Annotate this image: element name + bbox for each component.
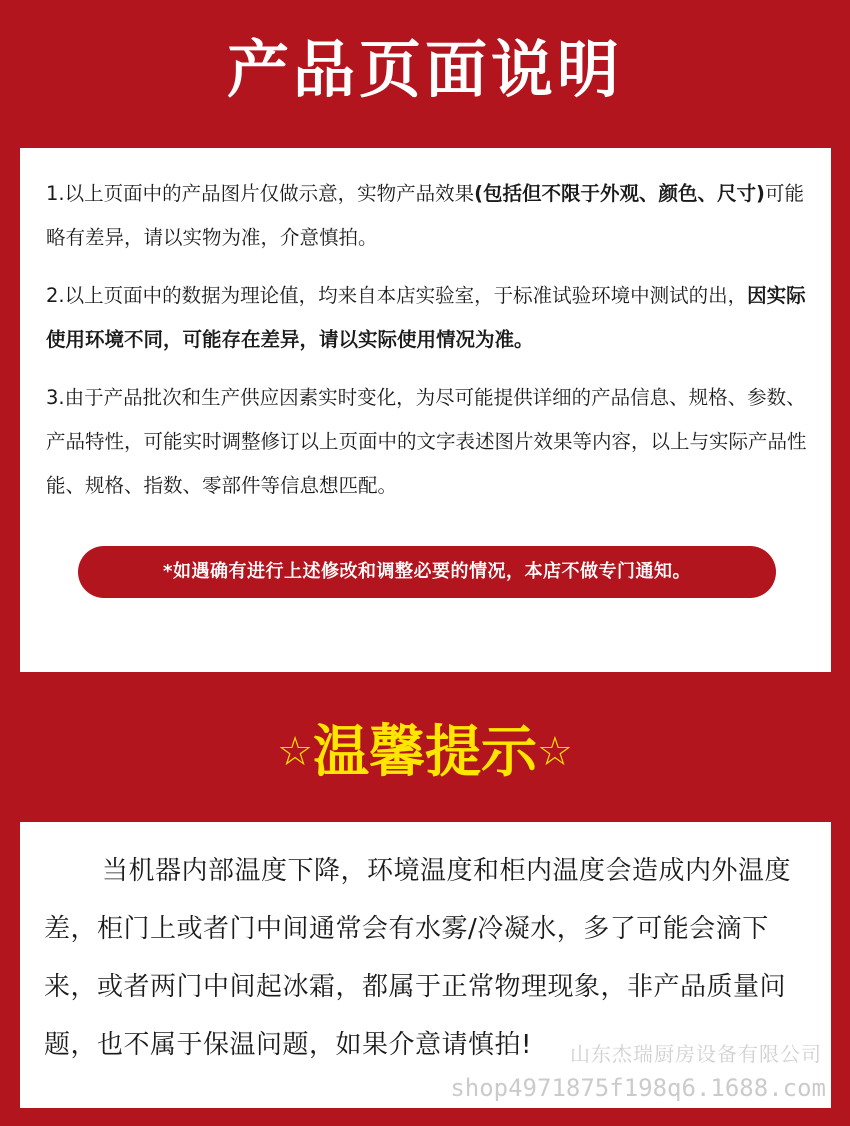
disclaimer-item-2	[46, 274, 821, 362]
disclaimer-item-2-bold: 因实际使用环境不同，可能存在差异，请以实际使用情况为准。	[46, 284, 806, 351]
disclaimer-item-1	[46, 172, 821, 260]
tips-title: 温馨提示	[313, 720, 537, 785]
star-left-icon: ☆	[277, 729, 313, 775]
disclaimer-item-2-part-a: 2.以上页面中的数据为理论值，均来自本店实验室，于标准试验环境中测试的出，	[46, 284, 748, 307]
disclaimer-item-1-part-a: 1.以上页面中的产品图片仅做示意，实物产品效果	[46, 182, 475, 205]
company-watermark: 山东杰瑞厨房设备有限公司	[570, 1042, 822, 1066]
page-title: 产品页面说明	[226, 33, 623, 106]
tips-text: 当机器内部温度下降，环境温度和柜内温度会造成内外温度差，柜门上或者门中间通常会有水雾/冷凝水，多了可能会滴下来，或者两门中间起冰霜，都属于正常物理现象，非产品质量问题，也不属于保温问题，如果介意请慎拍!	[44, 856, 792, 1060]
disclaimer-panel	[20, 148, 831, 672]
notice-banner: *如遇确有进行上述修改和调整必要的情况，本店不做专门通知。	[78, 546, 776, 598]
disclaimer-item-3: 3.由于产品批次和生产供应因素实时变化，为尽可能提供详细的产品信息、规格、参数、产品特性，可能实时调整修订以上页面中的文字表述图片效果等内容，以上与实际产品性能、规格、指数、零部件等信息想匹配。	[46, 386, 807, 497]
shop-url-watermark: shop4971875f198q6.1688.com	[450, 1074, 826, 1102]
tips-heading	[0, 712, 850, 793]
disclaimer-item-1-part-c: 可能略有差异，请以实物为准，介意慎拍。	[46, 182, 804, 249]
star-right-icon: ☆	[537, 729, 573, 775]
disclaimer-item-1-bold: (包括但不限于外观、颜色、尺寸)	[474, 182, 765, 205]
